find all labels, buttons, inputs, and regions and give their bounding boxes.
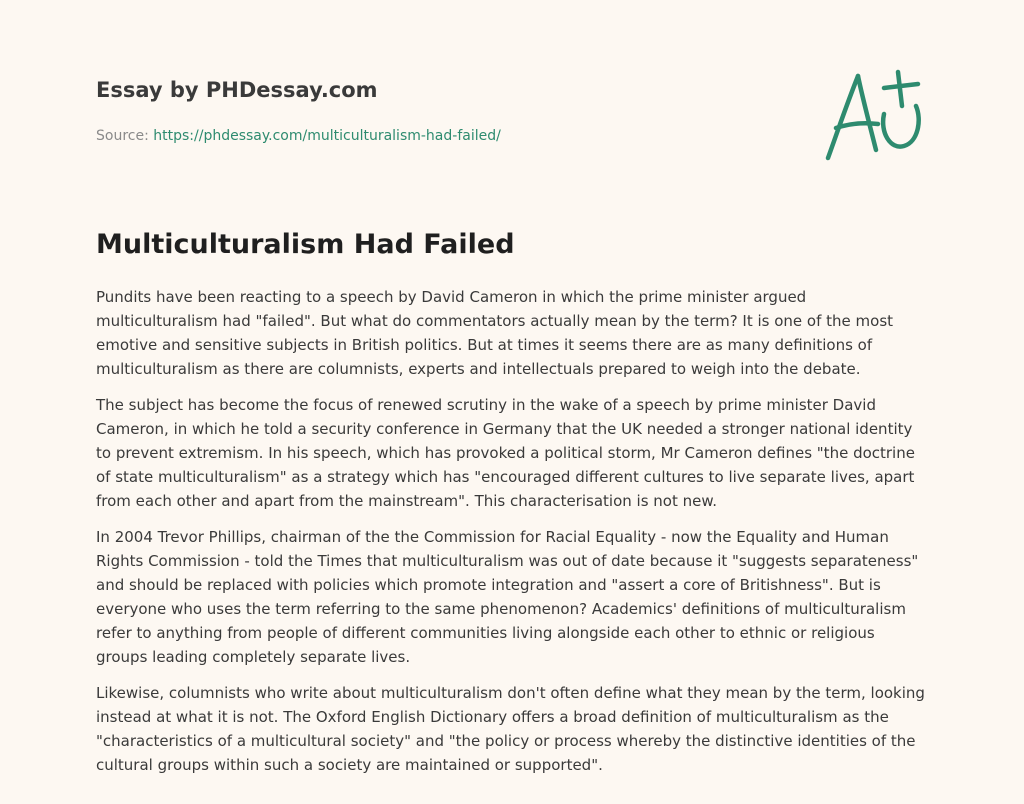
page-title: Multiculturalism Had Failed	[96, 229, 515, 260]
page-header	[96, 76, 796, 146]
site-brand[interactable]: Essay by PHDessay.com	[96, 78, 378, 102]
source-link[interactable]: https://phdessay.com/multiculturalism-had-failed/	[153, 128, 501, 144]
a-plus-grade-logo-icon	[818, 66, 930, 166]
source-label: Source:	[96, 128, 149, 144]
paragraph: Likewise, columnists who write about multiculturalism don't often define what they mean by the term, looking instead at what it is not. The Oxford English Dictionary offers a broad definition of multiculturalism as the "characteristics of a multicultural society" and "the policy or process whereby the distinctive identities of the cultural groups within such a society are maintained or supported".	[96, 684, 925, 774]
paragraph: Pundits have been reacting to a speech by David Cameron in which the prime minister argued multiculturalism had "failed". But what do commentators actually mean by the term? It is one of the most emotive and sensitive subjects in British politics. But at times it seems there are as many definitions of multiculturalism as there are columnists, experts and intellectuals prepared to weigh into the debate.	[96, 288, 894, 378]
paragraph: In 2004 Trevor Phillips, chairman of the the Commission for Racial Equality - now the Equality and Human Rights Commission - told the Times that multiculturalism was out of date because it "suggests separateness" and should be replaced with policies which promote integration and "assert a core of Britishness". But is everyone who uses the term referring to the same phenomenon? Academics' definitions of multiculturalism refer to anything from people of different communities living alongside each other to ethnic or religious groups leading completely separate lives.	[96, 528, 919, 666]
article-body	[96, 285, 928, 789]
source-line	[96, 126, 796, 146]
paragraph: The subject has become the focus of renewed scrutiny in the wake of a speech by prime minister David Cameron, in which he told a security conference in Germany that the UK needed a stronger national identity to prevent extremism. In his speech, which has provoked a political storm, Mr Cameron defines "the doctrine of state multiculturalism" as a strategy which has "encouraged different cultures to live separate lives, apart from each other and apart from the mainstream". This characterisation is not new.	[96, 396, 915, 510]
